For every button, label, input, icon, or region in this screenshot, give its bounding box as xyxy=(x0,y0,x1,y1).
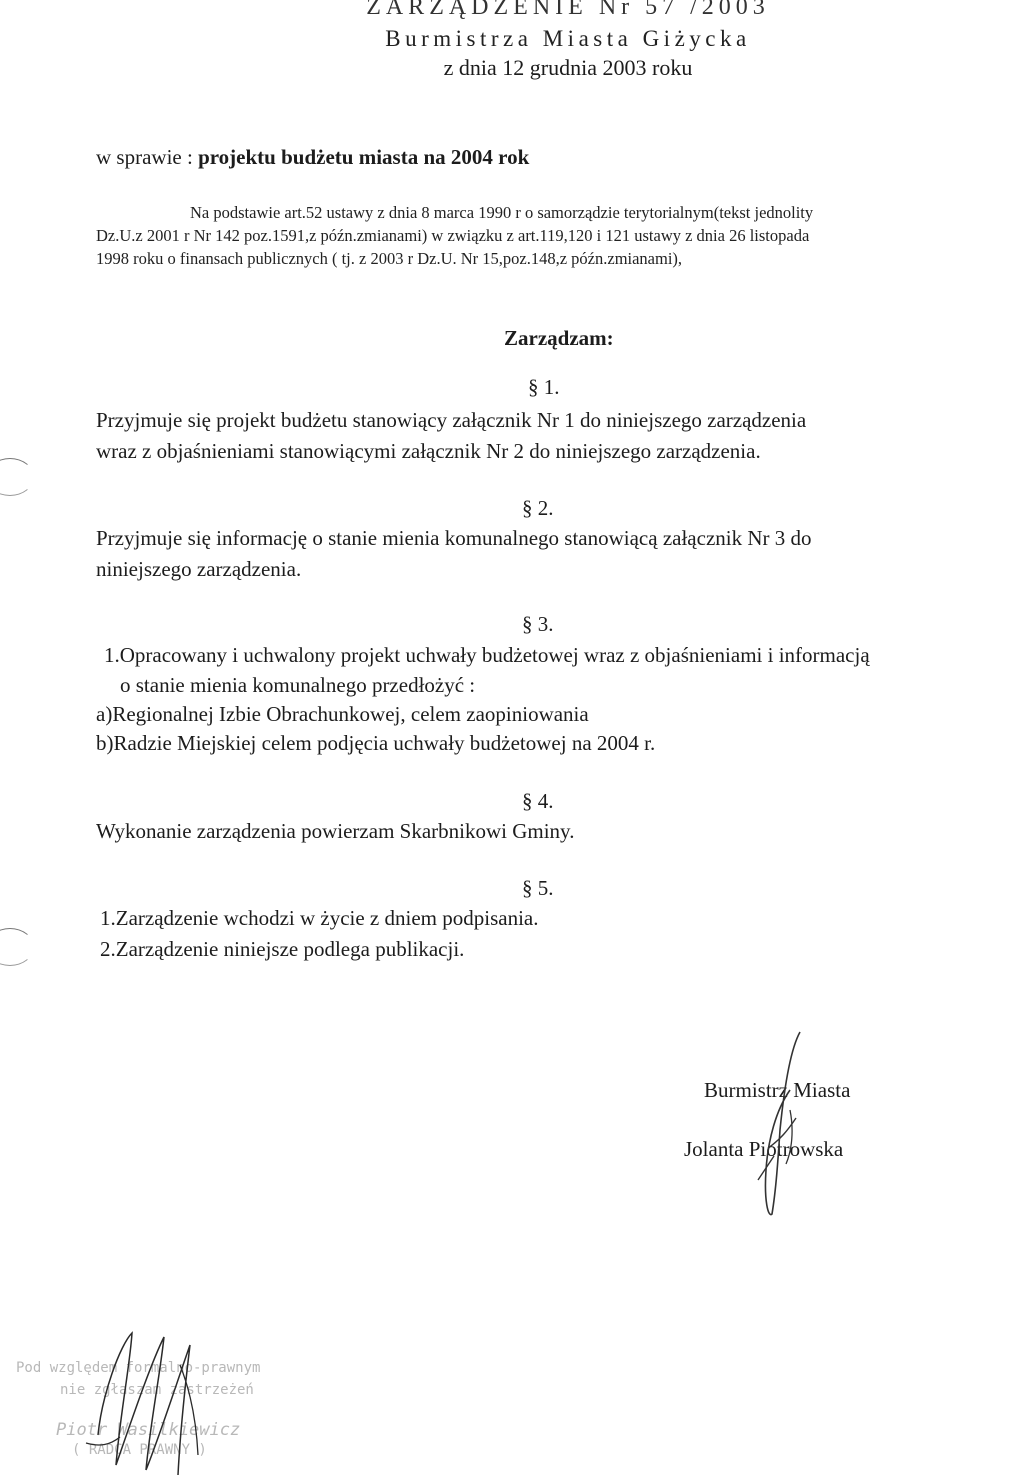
subject-line xyxy=(96,145,529,170)
section-4-label: § 4. xyxy=(522,789,554,813)
section-2-line-2: niniejszego zarządzenia. xyxy=(96,557,302,581)
legal-basis-line-2: Dz.U.z 2001 r Nr 142 poz.1591,z późn.zmianami) w związku z art.119,120 i 121 ustawy z dnia 26 listopada xyxy=(96,226,810,245)
legal-basis-line-3: 1998 roku o finansach publicznych ( tj. z 2003 r Dz.U. Nr 15,poz.148,z późn.zmianami), xyxy=(96,249,683,268)
section-1-label: § 1. xyxy=(528,375,560,399)
stamp-line-1: Pod względem formalno-prawnym xyxy=(16,1360,261,1376)
handwritten-signature-legal-counsel xyxy=(80,1325,240,1475)
issuer: Burmistrza Miasta Giżycka xyxy=(385,26,751,51)
section-3-line-4: b)Radzie Miejskiej celem podjęcia uchwały budżetowej na 2004 r. xyxy=(96,731,656,755)
signature-title: Burmistrz Miasta xyxy=(704,1078,851,1102)
section-3-line-2: o stanie mienia komunalnego przedłożyć : xyxy=(120,673,476,697)
document-title: ZARZĄDZENIE Nr 57 /2003 xyxy=(366,0,770,20)
document-date: z dnia 12 grudnia 2003 roku xyxy=(443,55,693,80)
section-5-line-1: 1.Zarządzenie wchodzi w życie z dniem podpisania. xyxy=(100,906,539,930)
signature-name: Jolanta Piotrowska xyxy=(684,1137,844,1161)
stamp-line-2: nie zgłaszam zastrzeżeń xyxy=(60,1382,254,1398)
punch-hole-top xyxy=(0,458,34,496)
section-2-line-1: Przyjmuje się informację o stanie mienia komunalnego stanowiącą załącznik Nr 3 do xyxy=(96,526,812,550)
section-4-line-1: Wykonanie zarządzenia powierzam Skarbnikowi Gminy. xyxy=(96,819,575,843)
section-2-label: § 2. xyxy=(522,496,554,520)
decree-heading: Zarządzam: xyxy=(504,326,614,350)
section-3-label: § 3. xyxy=(522,612,554,636)
section-3-line-1: 1.Opracowany i uchwalony projekt uchwały budżetowej wraz z objaśnieniami i informacją xyxy=(104,643,870,667)
stamp-line-3: Piotr Wasilkiewicz xyxy=(56,1420,241,1440)
legal-basis-line-1: Na podstawie art.52 ustawy z dnia 8 marca 1990 r o samorządzie terytorialnym(tekst jednolity xyxy=(190,203,814,222)
subject-text: projektu budżetu miasta na 2004 rok xyxy=(198,145,530,169)
section-5-label: § 5. xyxy=(522,876,554,900)
section-1-line-2: wraz z objaśnieniami stanowiącymi załącznik Nr 2 do niniejszego zarządzenia. xyxy=(96,439,761,463)
section-3-line-3: a)Regionalnej Izbie Obrachunkowej, celem zaopiniowania xyxy=(96,702,589,726)
handwritten-signature-mayor xyxy=(750,1030,810,1220)
section-1-line-1: Przyjmuje się projekt budżetu stanowiący załącznik Nr 1 do niniejszego zarządzenia xyxy=(96,408,807,432)
section-5-line-2: 2.Zarządzenie niniejsze podlega publikacji. xyxy=(100,937,465,961)
stamp-line-4: ( RADCA PRAWNY ) xyxy=(72,1442,207,1458)
subject-prefix: w sprawie : xyxy=(96,145,193,169)
punch-hole-bottom xyxy=(0,928,34,966)
